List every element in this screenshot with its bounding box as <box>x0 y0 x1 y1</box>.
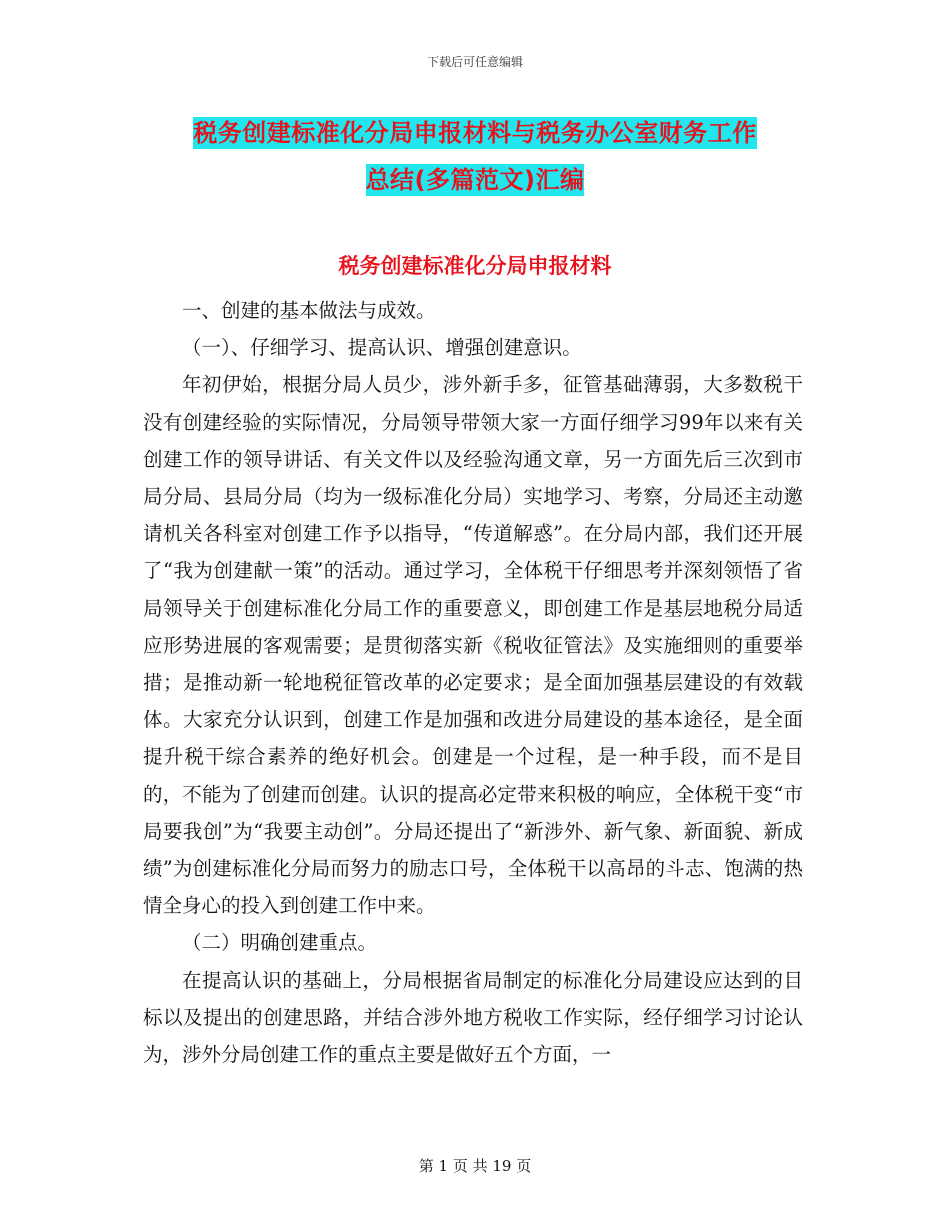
paragraph-subheading-1: （一）、仔细学习、提高认识、增强创建意识。 <box>182 336 582 360</box>
header-note: 下载后可任意编辑 <box>426 55 523 69</box>
paragraph-body-2: 在提高认识的基础上，分局根据省局制定的标准化分局建设应达到的目标以及提出的创建思路，并结合涉外地方税收工作实际，经仔细学习讨论认为，涉外分局创建工作的重点主要是做好五个方面，一 <box>143 968 803 1067</box>
title-line-1-text: 税务创建标准化分局申报材料与税务办公室财务工作 <box>193 119 757 147</box>
section-title: 税务创建标准化分局申报材料 <box>338 254 612 278</box>
page-footer: 第 1 页 共 19 页 <box>418 1157 532 1175</box>
title-line-2-text: 总结(多篇范文)汇编 <box>365 166 585 194</box>
paragraph-heading-1: 一、创建的基本做法与成效。 <box>182 299 436 322</box>
paragraph-subheading-2: （二）明确创建重点。 <box>182 931 378 955</box>
document-body <box>143 292 803 1073</box>
document-title-line-2 <box>0 160 950 195</box>
document-title-line-1 <box>0 113 950 148</box>
paragraph-body-1: 年初伊始，根据分局人员少，涉外新手多，征管基础薄弱，大多数税干没有创建经验的实际情况，分局领导带领大家一方面仔细学习99年以来有关创建工作的领导讲话、有关文件以及经验沟通文章，另一方面先后三次到市局分局、县局分局（均为一级标准化分局）实地学习、考察，分局还主动邀请机关各科室对创建工作予以指导，“传道解惑”。在分局内部，我们还开展了“我为创建献一策”的活动。通过学习，全体税干仔细思考并深刻领悟了省局领导关于创建标准化分局工作的重要意义，即创建工作是基层地税分局适应形势进展的客观需要；是贯彻落实新《税收征管法》及实施细则的重要举措；是推动新一轮地税征管改革的必定要求；是全面加强基层建设的有效载体。大家充分认识到，创建工作是加强和改进分局建设的基本途径，是全面提升税干综合素养的绝好机会。创建是一个过程，是一种手段，而不是目的，不能为了创建而创建。认识的提高必定带来积极的响应，全体税干变“市局要我创”为“我要主动创”。分局还提出了“新涉外、新气象、新面貌、新成绩”为创建标准化分局而努力的励志口号，全体税干以高昂的斗志、饱满的热情全身心的投入到创建工作中来。 <box>143 373 803 918</box>
